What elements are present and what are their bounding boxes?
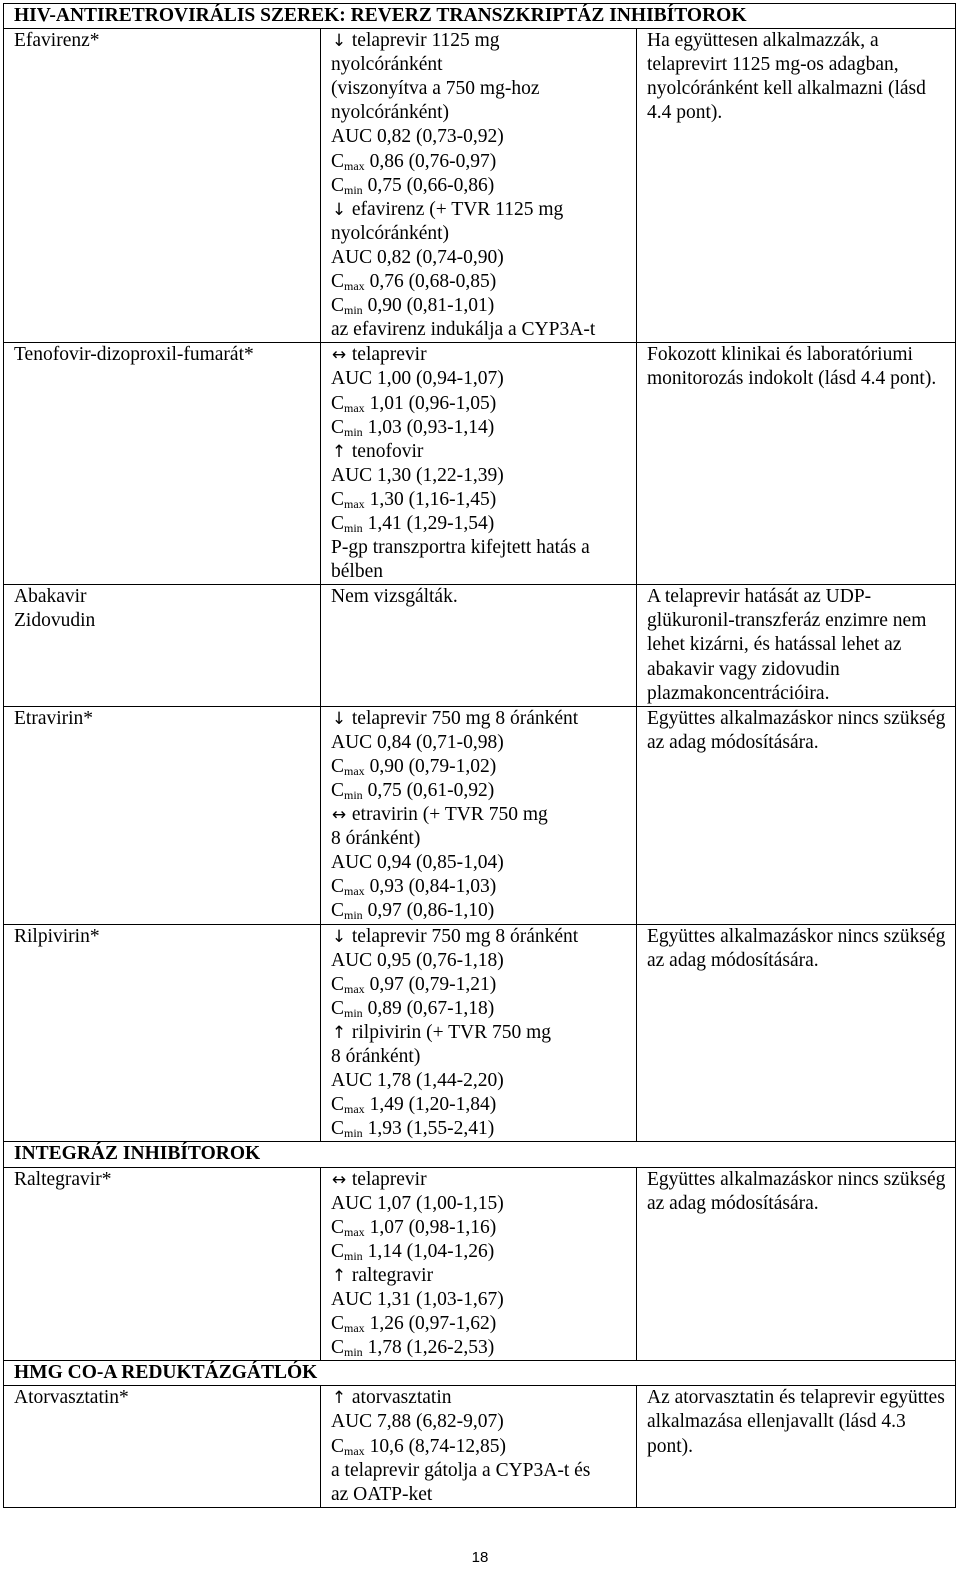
effect-cell: [321, 1167, 637, 1361]
effect-line: [331, 779, 632, 803]
effect-text: AUC 0,84 (0,71-0,98): [331, 731, 504, 753]
recommendation-cell: [637, 343, 956, 585]
concentration-subscript: max: [344, 158, 365, 173]
recommendation-text: Fokozott klinikai és laboratóriumi monitorozás indokolt (lásd 4.4 pont).: [647, 344, 937, 390]
recommendation-cell: [637, 1167, 956, 1361]
effect-line: [331, 1240, 632, 1264]
drug-row: [4, 924, 956, 1142]
drug-cell: [4, 1386, 321, 1507]
effect-line: [331, 899, 632, 923]
arrow-icon: ↓: [331, 199, 347, 220]
effect-line: [331, 246, 632, 270]
arrow-icon: ↔: [331, 805, 347, 826]
effect-line: [331, 77, 632, 101]
section-title: HIV-ANTIRETROVIRÁLIS SZEREK: REVERZ TRANSZKRIPTÁZ INHIBÍTOROK: [4, 4, 956, 29]
drug-name: Etravirin*: [14, 707, 94, 729]
concentration-subscript: max: [344, 763, 365, 778]
effect-line: [331, 1117, 632, 1141]
effect-line: [331, 1069, 632, 1093]
effect-text: 0,86 (0,76-0,97): [364, 150, 497, 172]
recommendation-text: A telaprevir hatását az UDP-glükuronil-transzferáz enzimre nem lehet kizárni, és hatással lehet az abakavir vagy zidovudin plazmakoncentrációira.: [647, 586, 927, 704]
effect-line: [331, 731, 632, 755]
drug-row: [4, 29, 956, 343]
effect-text: telaprevir 750 mg 8 óránként: [351, 925, 579, 947]
effect-text: AUC 1,07 (1,00-1,15): [331, 1192, 504, 1214]
effect-line: [331, 101, 632, 125]
drug-name: Rilpivirin*: [14, 925, 100, 947]
recommendation-text: Együttes alkalmazáskor nincs szükség az adag módosítására.: [647, 1168, 946, 1214]
effect-text: 8 óránként): [331, 1046, 421, 1068]
concentration-subscript: max: [344, 1224, 365, 1239]
effect-line: [331, 29, 632, 53]
concentration-subscript: max: [344, 1443, 365, 1458]
concentration-symbol: C: [331, 1118, 345, 1140]
drug-row: [4, 1386, 956, 1507]
effect-text: etravirin (+ TVR 750 mg: [351, 804, 548, 826]
drug-name: Raltegravir*: [14, 1168, 112, 1190]
effect-text: (viszonyítva a 750 mg-hoz: [331, 78, 540, 100]
effect-line: [331, 222, 632, 246]
recommendation-text: Az atorvasztatin és telaprevir együttes alkalmazása ellenjavallt (lásd 4.3 pont).: [647, 1387, 945, 1457]
concentration-symbol: C: [331, 295, 345, 317]
effect-line: [331, 512, 632, 536]
recommendation-cell: [637, 29, 956, 343]
concentration-symbol: C: [331, 1313, 345, 1335]
concentration-subscript: max: [344, 496, 365, 511]
effect-text: AUC 7,88 (6,82-9,07): [331, 1411, 504, 1433]
effect-text: P-gp transzportra kifejtett hatás a: [331, 537, 590, 559]
effect-line: [331, 318, 632, 342]
effect-text: 0,90 (0,79-1,02): [364, 755, 497, 777]
drug-row: [4, 343, 956, 585]
effect-line: [331, 560, 632, 584]
section-header-row: [4, 1142, 956, 1167]
arrow-icon: ↔: [331, 345, 347, 366]
concentration-subscript: min: [344, 908, 363, 923]
drug-cell: [4, 343, 321, 585]
drug-cell: [4, 706, 321, 924]
effect-line: [331, 367, 632, 391]
recommendation-cell: [637, 585, 956, 706]
concentration-symbol: C: [331, 512, 345, 534]
drug-name: Efavirenz*: [14, 30, 100, 52]
effect-text: bélben: [331, 561, 383, 583]
effect-line: [331, 1045, 632, 1069]
concentration-subscript: min: [344, 1248, 363, 1263]
effect-text: 1,26 (0,97-1,62): [364, 1313, 497, 1335]
effect-text: 1,41 (1,29-1,54): [362, 512, 495, 534]
effect-text: 1,03 (0,93-1,14): [362, 416, 495, 438]
effect-line: [331, 1386, 632, 1410]
concentration-symbol: C: [331, 1216, 345, 1238]
concentration-subscript: min: [344, 1126, 363, 1141]
arrow-icon: ↓: [331, 926, 347, 947]
concentration-subscript: min: [344, 182, 363, 197]
effect-text: telaprevir 750 mg 8 óránként: [351, 707, 579, 729]
effect-line: [331, 875, 632, 899]
concentration-symbol: C: [331, 876, 345, 898]
effect-line: [331, 416, 632, 440]
effect-text: 0,93 (0,84-1,03): [364, 876, 497, 898]
effect-line: [331, 270, 632, 294]
drug-cell: [4, 29, 321, 343]
recommendation-cell: [637, 706, 956, 924]
drug-cell: [4, 924, 321, 1142]
effect-text: atorvasztatin: [351, 1387, 452, 1409]
drug-name: Zidovudin: [14, 610, 96, 632]
effect-line: [331, 198, 632, 222]
concentration-symbol: C: [331, 1240, 345, 1262]
effect-line: [331, 1168, 632, 1192]
arrow-icon: ↑: [331, 441, 347, 462]
concentration-symbol: C: [331, 1337, 345, 1359]
drug-row: [4, 706, 956, 924]
concentration-symbol: C: [331, 392, 345, 414]
effect-text: 0,97 (0,86-1,10): [362, 900, 495, 922]
effect-text: 1,93 (1,55-2,41): [362, 1118, 495, 1140]
effect-line: [331, 150, 632, 174]
effect-line: [331, 925, 632, 949]
effect-line: [331, 1192, 632, 1216]
concentration-symbol: C: [331, 997, 345, 1019]
concentration-subscript: max: [344, 279, 365, 294]
concentration-symbol: C: [331, 900, 345, 922]
concentration-subscript: min: [344, 788, 363, 802]
effect-text: 1,30 (1,16-1,45): [364, 488, 497, 510]
effect-text: 10,6 (8,74-12,85): [364, 1435, 507, 1457]
effect-text: 1,78 (1,26-2,53): [362, 1337, 495, 1359]
effect-line: [331, 755, 632, 779]
effect-line: [331, 1288, 632, 1312]
page-number: 18: [471, 1549, 489, 1566]
effect-line: [331, 536, 632, 560]
effect-cell: [321, 706, 637, 924]
concentration-symbol: C: [331, 780, 345, 801]
recommendation-text: Együttes alkalmazáskor nincs szükség az adag módosítására.: [647, 925, 946, 971]
recommendation-text: Együttes alkalmazáskor nincs szükség az adag módosítására.: [647, 707, 946, 753]
effect-text: 1,07 (0,98-1,16): [364, 1216, 497, 1238]
effect-line: [331, 440, 632, 464]
drug-name: Atorvasztatin*: [14, 1387, 129, 1409]
effect-text: a telaprevir gátolja a CYP3A-t és: [331, 1459, 591, 1481]
arrow-icon: ↑: [331, 1265, 347, 1286]
concentration-symbol: C: [331, 1435, 345, 1457]
effect-text: 0,75 (0,66-0,86): [362, 174, 495, 196]
effect-line: [331, 1459, 632, 1483]
concentration-symbol: C: [331, 174, 345, 196]
concentration-symbol: C: [331, 150, 345, 172]
effect-text: 1,01 (0,96-1,05): [364, 392, 497, 414]
effect-text: telaprevir: [351, 1168, 427, 1190]
drug-name: Tenofovir-dizoproxil-fumarát*: [14, 344, 254, 366]
concentration-symbol: C: [331, 973, 345, 995]
effect-line: [331, 1021, 632, 1045]
effect-line: [331, 294, 632, 318]
concentration-symbol: C: [331, 755, 345, 777]
effect-line: [331, 997, 632, 1021]
concentration-subscript: max: [344, 1102, 365, 1117]
concentration-subscript: min: [344, 424, 363, 439]
effect-line: [331, 392, 632, 416]
effect-text: 0,75 (0,61-0,92): [362, 780, 495, 801]
concentration-symbol: C: [331, 488, 345, 510]
section-header-row: [4, 4, 956, 29]
effect-text: nyolcóránként: [331, 54, 443, 76]
concentration-subscript: min: [344, 1005, 363, 1020]
recommendation-cell: [637, 924, 956, 1142]
effect-cell: [321, 29, 637, 343]
effect-text: AUC 1,00 (0,94-1,07): [331, 368, 504, 390]
effect-text: Nem vizsgálták.: [331, 586, 458, 608]
effect-line: [331, 1312, 632, 1336]
effect-line: [331, 125, 632, 149]
effect-text: 1,14 (1,04-1,26): [362, 1240, 495, 1262]
effect-text: 0,90 (0,81-1,01): [362, 295, 495, 317]
arrow-icon: ↔: [331, 1169, 347, 1190]
effect-cell: [321, 343, 637, 585]
interaction-table: [3, 3, 956, 1508]
drug-row: [4, 585, 956, 706]
effect-line: [331, 1410, 632, 1434]
effect-line: [331, 464, 632, 488]
concentration-subscript: min: [344, 1345, 363, 1360]
concentration-symbol: C: [331, 1094, 345, 1116]
drug-row: [4, 1167, 956, 1361]
effect-line: [331, 53, 632, 77]
concentration-subscript: min: [344, 303, 363, 318]
effect-line: [331, 1435, 632, 1459]
effect-text: 0,76 (0,68-0,85): [364, 271, 497, 293]
effect-text: AUC 1,30 (1,22-1,39): [331, 464, 504, 486]
concentration-symbol: C: [331, 416, 345, 438]
effect-line: [331, 707, 632, 731]
effect-text: nyolcóránként): [331, 102, 450, 124]
arrow-icon: ↓: [331, 31, 347, 52]
arrow-icon: ↑: [331, 1388, 347, 1409]
concentration-subscript: max: [344, 884, 365, 899]
effect-text: efavirenz (+ TVR 1125 mg: [351, 198, 564, 220]
concentration-subscript: max: [344, 1321, 365, 1336]
effect-line: [331, 585, 632, 609]
section-title: INTEGRÁZ INHIBÍTOROK: [4, 1142, 956, 1167]
effect-text: tenofovir: [351, 440, 424, 462]
concentration-subscript: max: [344, 400, 365, 415]
interaction-table-body: [4, 4, 956, 1508]
drug-cell: [4, 585, 321, 706]
effect-text: telaprevir: [351, 344, 427, 366]
recommendation-cell: [637, 1386, 956, 1507]
effect-line: [331, 1483, 632, 1507]
section-title: HMG CO-A REDUKTÁZGÁTLÓK: [4, 1361, 956, 1386]
effect-text: AUC 0,94 (0,85-1,04): [331, 852, 504, 874]
effect-text: az efavirenz indukálja a CYP3A-t: [331, 319, 596, 341]
effect-line: [331, 973, 632, 997]
effect-text: AUC 1,31 (1,03-1,67): [331, 1288, 504, 1310]
effect-text: 0,97 (0,79-1,21): [364, 973, 497, 995]
effect-line: [331, 1093, 632, 1117]
effect-text: AUC 1,78 (1,44-2,20): [331, 1070, 504, 1092]
effect-line: [331, 1216, 632, 1240]
effect-line: [331, 174, 632, 198]
effect-text: raltegravir: [351, 1264, 434, 1286]
recommendation-text: Ha együttesen alkalmazzák, a telaprevirt 1125 mg-os adagban, nyolcóránként kell alkalmazni (lásd 4.4 pont).: [647, 30, 926, 124]
effect-cell: [321, 924, 637, 1142]
effect-line: [331, 803, 632, 827]
effect-line: [331, 827, 632, 851]
effect-text: AUC 0,95 (0,76-1,18): [331, 949, 504, 971]
effect-text: 0,89 (0,67-1,18): [362, 997, 495, 1019]
effect-line: [331, 343, 632, 367]
concentration-subscript: max: [344, 981, 365, 996]
effect-text: AUC 0,82 (0,74-0,90): [331, 246, 504, 268]
concentration-subscript: min: [344, 520, 363, 535]
effect-line: [331, 488, 632, 512]
drug-name: Abakavir: [14, 586, 87, 608]
section-header-row: [4, 1361, 956, 1386]
arrow-icon: ↓: [331, 708, 347, 729]
effect-line: [331, 949, 632, 973]
effect-text: rilpivirin (+ TVR 750 mg: [351, 1021, 552, 1043]
effect-cell: [321, 1386, 637, 1507]
effect-text: 8 óránként): [331, 828, 421, 850]
effect-cell: [321, 585, 637, 706]
concentration-symbol: C: [331, 271, 345, 293]
effect-text: az OATP-ket: [331, 1483, 433, 1505]
drug-cell: [4, 1167, 321, 1361]
arrow-icon: ↑: [331, 1022, 347, 1043]
effect-line: [331, 1264, 632, 1288]
effect-text: telaprevir 1125 mg: [351, 30, 500, 52]
effect-line: [331, 1336, 632, 1360]
effect-text: AUC 0,82 (0,73-0,92): [331, 126, 504, 148]
effect-text: nyolcóránként): [331, 222, 450, 244]
effect-text: 1,49 (1,20-1,84): [364, 1094, 497, 1116]
effect-line: [331, 851, 632, 875]
